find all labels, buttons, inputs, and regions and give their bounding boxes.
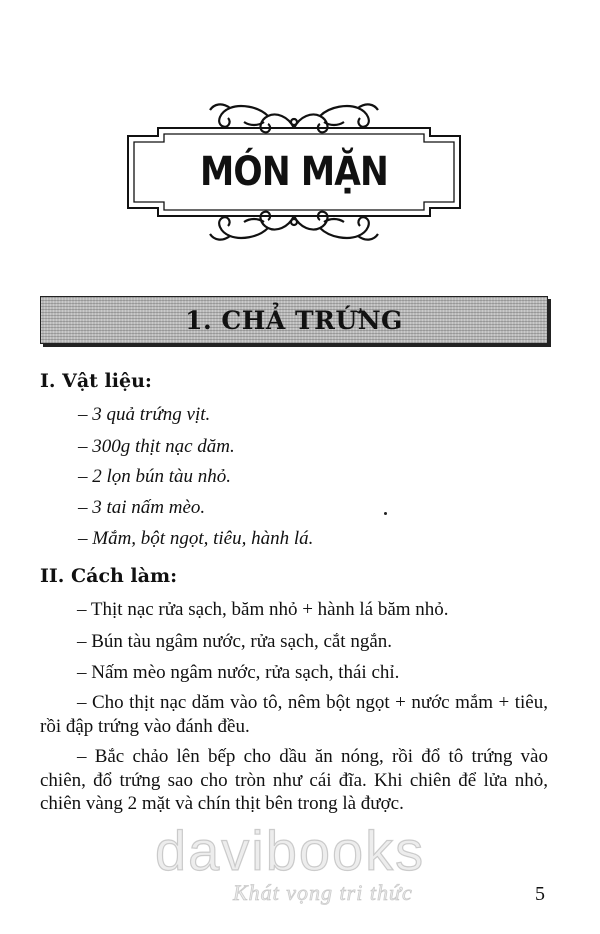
method-step: – Bắc chảo lên bếp cho dầu ăn nóng, rồi đổ tô trứng vào chiên, đổ trứng sao cho tròn như cái đĩa. Khi chiên để lửa nhỏ, chiên vàng 2 mặt và chín thịt bên trong là được. xyxy=(40,746,548,814)
ingredients-heading: I. Vật liệu: xyxy=(40,370,152,392)
method-step: – Nấm mèo ngâm nước, rửa sạch, thái chỉ. xyxy=(77,662,400,683)
method-step: – Thịt nạc rửa sạch, băm nhỏ + hành lá băm nhỏ. xyxy=(77,599,449,620)
print-speck xyxy=(384,512,387,515)
page-number: 5 xyxy=(535,883,545,905)
watermark-slogan: Khát vọng tri thức xyxy=(233,880,413,905)
recipe-title-box xyxy=(40,296,548,344)
method-step: – Cho thịt nạc dăm vào tô, nêm bột ngọt + nước mắm + tiêu, rồi đập trứng vào đánh đều. xyxy=(40,692,548,737)
recipe-title: 1. CHẢ TRỨNG xyxy=(185,305,403,335)
ingredient-item: – 3 tai nấm mèo. xyxy=(78,497,206,518)
method-heading: II. Cách làm: xyxy=(40,565,178,587)
ingredient-item: – 3 quả trứng vịt. xyxy=(78,404,211,425)
ingredient-item: – 2 lọn bún tàu nhỏ. xyxy=(78,466,232,487)
ingredient-item: – 300g thịt nạc dăm. xyxy=(78,436,235,457)
method-step: – Bún tàu ngâm nước, rửa sạch, cắt ngắn. xyxy=(77,631,393,652)
watermark-brand: davibooks xyxy=(155,819,426,882)
chapter-title: MÓN MẶN xyxy=(200,149,388,195)
ingredient-item: – Mắm, bột ngọt, tiêu, hành lá. xyxy=(78,528,314,549)
